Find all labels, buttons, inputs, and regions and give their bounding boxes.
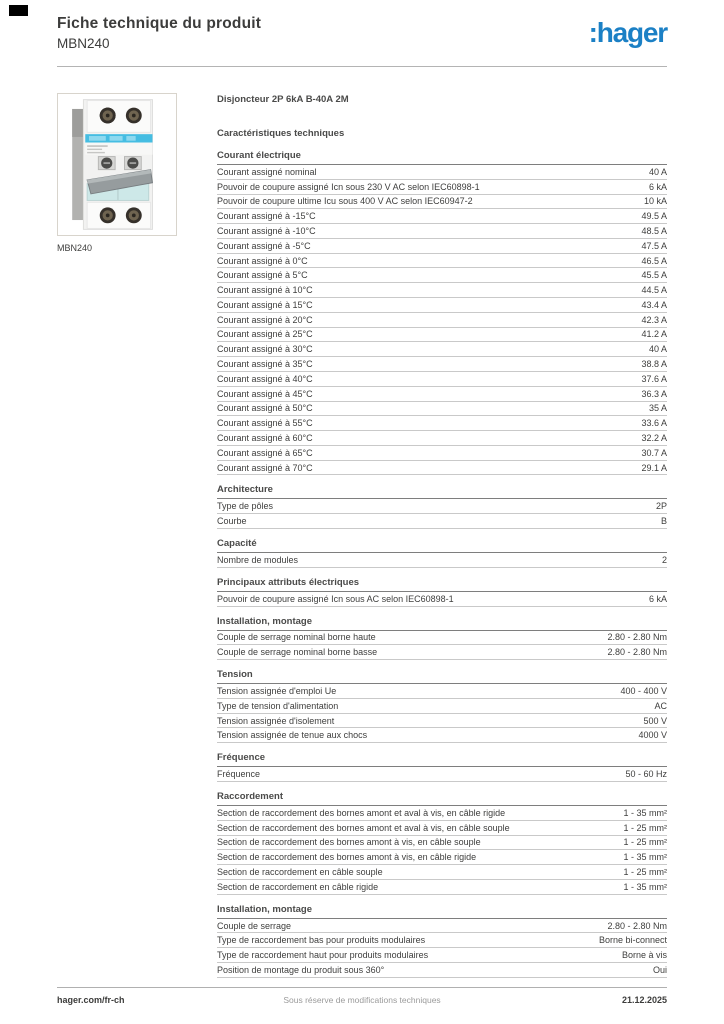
spec-label: Courant assigné à 0°C (217, 255, 308, 266)
spec-value: 1 - 25 mm² (623, 867, 667, 878)
spec-row (217, 592, 667, 607)
footer-date: 21.12.2025 (621, 995, 667, 1005)
spec-label: Nombre de modules (217, 554, 299, 565)
spec-label: Courant assigné à 70°C (217, 462, 313, 473)
header-divider (57, 66, 667, 67)
spec-label: Tension assignée d'isolement (217, 715, 335, 726)
spec-label: Position de montage du produit sous 360° (217, 964, 385, 975)
spec-value: 2.80 - 2.80 Nm (607, 920, 667, 931)
spec-value: 33.6 A (641, 418, 667, 429)
spec-value: 1 - 35 mm² (623, 807, 667, 818)
spec-row (217, 963, 667, 978)
spec-row (217, 387, 667, 402)
spec-label: Courbe (217, 516, 247, 527)
spec-section-title: Principaux attributs électriques (217, 577, 667, 592)
spec-row (217, 806, 667, 821)
spec-label: Pouvoir de coupure ultime Icu sous 400 V AC selon IEC60947-2 (217, 196, 473, 207)
spec-row (217, 283, 667, 298)
spec-value: 38.8 A (641, 359, 667, 370)
characteristics-heading: Caractéristiques techniques (217, 128, 345, 139)
spec-value: 29.1 A (641, 462, 667, 473)
spec-label: Section de raccordement des bornes amont à vis, en câble souple (217, 837, 481, 848)
spec-value: 2.80 - 2.80 Nm (607, 632, 667, 643)
spec-row (217, 645, 667, 660)
spec-label: Fréquence (217, 769, 261, 780)
spec-label: Section de raccordement des bornes amont et aval à vis, en câble rigide (217, 807, 506, 818)
spec-value: 32.2 A (641, 432, 667, 443)
spec-value: 1 - 25 mm² (623, 837, 667, 848)
spec-row (217, 919, 667, 934)
spec-value: 49.5 A (641, 211, 667, 222)
spec-label: Couple de serrage (217, 920, 292, 931)
spec-label: Pouvoir de coupure assigné Icn sous AC selon IEC60898-1 (217, 593, 454, 604)
spec-label: Tension assignée d'emploi Ue (217, 685, 337, 696)
spec-value: 47.5 A (641, 240, 667, 251)
specs-column (217, 93, 667, 978)
spec-section-title: Installation, montage (217, 616, 667, 631)
spec-section (217, 904, 667, 978)
spec-row (217, 224, 667, 239)
spec-row (217, 850, 667, 865)
spec-section (217, 752, 667, 782)
spec-label: Courant assigné à 45°C (217, 388, 313, 399)
spec-row (217, 865, 667, 880)
spec-row (217, 402, 667, 417)
product-image-column (57, 93, 177, 978)
spec-value: 44.5 A (641, 285, 667, 296)
spec-value: 46.5 A (641, 255, 667, 266)
spec-section (217, 616, 667, 661)
spec-label: Courant assigné nominal (217, 166, 317, 177)
spec-row (217, 461, 667, 476)
spec-label: Courant assigné à 60°C (217, 432, 313, 443)
spec-row (217, 416, 667, 431)
spec-label: Courant assigné à 30°C (217, 344, 313, 355)
spec-label: Courant assigné à 65°C (217, 447, 313, 458)
spec-label: Pouvoir de coupure assigné Icn sous 230 V AC selon IEC60898-1 (217, 181, 480, 192)
spec-value: 2.80 - 2.80 Nm (607, 647, 667, 658)
spec-value: 400 - 400 V (620, 685, 667, 696)
product-title: Disjoncteur 2P 6kA B-40A 2M (217, 94, 349, 105)
spec-value: 2P (655, 501, 667, 512)
spec-section (217, 791, 667, 895)
spec-row (217, 165, 667, 180)
spec-value: 35 A (648, 403, 667, 414)
spec-section-title: Raccordement (217, 791, 667, 806)
spec-value: 4000 V (638, 730, 667, 741)
spec-label: Courant assigné à 15°C (217, 299, 313, 310)
spec-row (217, 514, 667, 529)
spec-row (217, 328, 667, 343)
spec-section (217, 669, 667, 743)
spec-row (217, 254, 667, 269)
spec-label: Couple de serrage nominal borne basse (217, 647, 378, 658)
spec-section-title: Tension (217, 669, 667, 684)
spec-value: 500 V (643, 715, 667, 726)
spec-row (217, 880, 667, 895)
spec-label: Courant assigné à -5°C (217, 240, 311, 251)
spec-row (217, 268, 667, 283)
footer-website: hager.com/fr-ch (57, 995, 125, 1005)
spec-label: Type de raccordement bas pour produits modulaires (217, 935, 426, 946)
spec-value: Borne à vis (621, 950, 667, 961)
spec-section (217, 538, 667, 568)
spec-label: Type de pôles (217, 501, 274, 512)
spec-label: Courant assigné à 50°C (217, 403, 313, 414)
spec-label: Courant assigné à 5°C (217, 270, 308, 281)
spec-value: 50 - 60 Hz (625, 769, 667, 780)
spec-row (217, 767, 667, 782)
product-reference: MBN240 (57, 36, 110, 51)
spec-label: Tension assignée de tenue aux chocs (217, 730, 368, 741)
spec-row (217, 180, 667, 195)
spec-row (217, 239, 667, 254)
spec-label: Type de tension d'alimentation (217, 700, 339, 711)
main-content (0, 93, 724, 978)
corner-print-mark (9, 5, 28, 16)
spec-row (217, 933, 667, 948)
spec-value: 2 (661, 554, 667, 565)
spec-value: 42.3 A (641, 314, 667, 325)
spec-value: 10 kA (643, 196, 667, 207)
spec-value: 43.4 A (641, 299, 667, 310)
spec-label: Courant assigné à 25°C (217, 329, 313, 340)
spec-row (217, 728, 667, 743)
spec-row (217, 499, 667, 514)
hager-logo: :hager (588, 17, 667, 48)
spec-value: 41.2 A (641, 329, 667, 340)
spec-label: Courant assigné à 20°C (217, 314, 313, 325)
spec-row (217, 836, 667, 851)
spec-value: 36.3 A (641, 388, 667, 399)
spec-value: 1 - 25 mm² (623, 822, 667, 833)
spec-row (217, 821, 667, 836)
spec-label: Section de raccordement des bornes amont à vis, en câble rigide (217, 852, 477, 863)
spec-label: Section de raccordement en câble souple (217, 867, 383, 878)
spec-row (217, 209, 667, 224)
spec-row (217, 372, 667, 387)
spec-value: Oui (652, 964, 667, 975)
spec-label: Courant assigné à 55°C (217, 418, 313, 429)
spec-label: Section de raccordement en câble rigide (217, 881, 379, 892)
spec-row (217, 714, 667, 729)
spec-section (217, 577, 667, 607)
spec-row (217, 699, 667, 714)
spec-value: 40 A (648, 166, 667, 177)
spec-value: 48.5 A (641, 226, 667, 237)
spec-value: 6 kA (648, 181, 667, 192)
spec-row (217, 446, 667, 461)
spec-label: Type de raccordement haut pour produits modulaires (217, 950, 429, 961)
page-title: Fiche technique du produit (57, 15, 262, 32)
spec-row (217, 313, 667, 328)
spec-value: 6 kA (648, 593, 667, 604)
spec-section-title: Installation, montage (217, 904, 667, 919)
spec-sections (217, 150, 667, 978)
spec-row (217, 357, 667, 372)
spec-label: Courant assigné à 40°C (217, 373, 313, 384)
product-image-frame (57, 93, 177, 236)
spec-label: Courant assigné à 35°C (217, 359, 313, 370)
spec-section (217, 150, 667, 475)
spec-row (217, 948, 667, 963)
page-footer (57, 987, 667, 1005)
spec-row (217, 553, 667, 568)
spec-label: Courant assigné à 10°C (217, 285, 313, 296)
page-header (0, 0, 724, 52)
spec-label: Section de raccordement des bornes amont et aval à vis, en câble souple (217, 822, 510, 833)
spec-section-title: Courant électrique (217, 150, 667, 165)
product-image-caption: MBN240 (57, 243, 93, 253)
spec-label: Courant assigné à -10°C (217, 226, 316, 237)
spec-section-title: Fréquence (217, 752, 667, 767)
footer-disclaimer: Sous réserve de modifications techniques (283, 995, 441, 1005)
spec-row (217, 431, 667, 446)
spec-row (217, 298, 667, 313)
spec-section-title: Capacité (217, 538, 667, 553)
spec-value: AC (654, 700, 667, 711)
spec-label: Couple de serrage nominal borne haute (217, 632, 376, 643)
spec-value: 1 - 35 mm² (623, 881, 667, 892)
spec-value: 45.5 A (641, 270, 667, 281)
spec-value: 1 - 35 mm² (623, 852, 667, 863)
spec-value: 40 A (648, 344, 667, 355)
spec-row (217, 684, 667, 699)
spec-section-title: Architecture (217, 484, 667, 499)
spec-value: B (660, 516, 667, 527)
spec-value: 30.7 A (641, 447, 667, 458)
circuit-breaker-photo (61, 97, 173, 232)
spec-section (217, 484, 667, 529)
spec-row (217, 195, 667, 210)
spec-label: Courant assigné à -15°C (217, 211, 316, 222)
header-titles (57, 15, 261, 52)
spec-value: 37.6 A (641, 373, 667, 384)
spec-row (217, 631, 667, 646)
spec-row (217, 342, 667, 357)
spec-value: Borne bi-connect (598, 935, 667, 946)
